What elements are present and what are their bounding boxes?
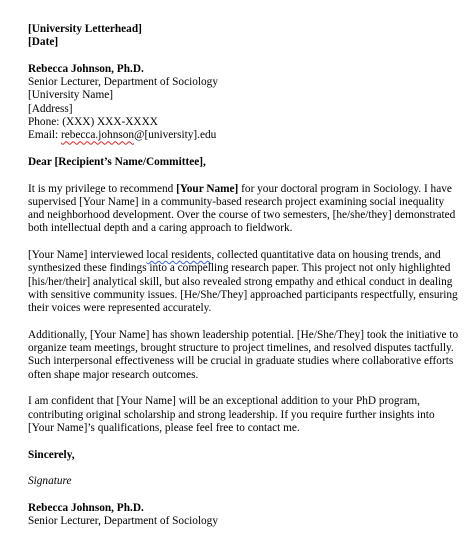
p2-flagged-phrase: local residents <box>146 249 212 262</box>
sender-email-flagged: rebecca.johnson <box>60 129 135 142</box>
sender-title: Senior Lecturer, Department of Sociology <box>28 76 218 89</box>
letterhead-date: [Date] <box>28 36 59 49</box>
closing-name: Rebecca Johnson, Ph.D. <box>28 501 144 514</box>
spacer <box>28 143 462 156</box>
p1-text-a: It is my privilege to recommend <box>28 182 177 195</box>
body-paragraph-2 <box>28 249 462 315</box>
spacer <box>28 50 462 63</box>
body-paragraph-3: Additionally, [Your Name] has shown leadership potential. [He/She/They] took the initiative to organize team meetings, brought structure to project timelines, and resolved disputes tactfully. Such interpersonal effectiveness will be crucial in graduate studies where collaborative efforts often shape major research outcomes. <box>28 328 459 381</box>
spacer <box>28 316 462 329</box>
spacer <box>28 462 462 475</box>
p2-text-b: , collected quantitative data on housing trends, and synthesized these findings into a compelling research paper. This project not only highlighted [his/her/their] analytical skill, but also revealed strong empathy and ethical conduct in dealing with sensitive community issues. [He/She/They] approached participants respectfully, ensuring their voices were represented accurately. <box>28 249 458 315</box>
closing-signature: Signature <box>28 475 72 488</box>
spacer <box>28 236 462 249</box>
p1-bold-name: [Your Name] <box>176 182 239 195</box>
p1-text-b: for your doctoral program in Sociology. I have supervised [Your Name] in a community-based research project examining social inequality and neighborhood development. Over the course of two semesters, [he/she/they] demonstrated both intellectual depth and a caring approach to fieldwork. <box>28 182 456 235</box>
sender-email-rest: @[university].edu <box>134 129 217 142</box>
p2-text-a: [Your Name] interviewed <box>28 249 147 262</box>
spacer <box>28 169 462 182</box>
sender-address: [Address] <box>28 102 73 115</box>
spacer <box>28 488 462 501</box>
closing-valediction: Sincerely, <box>28 448 75 461</box>
sender-email <box>28 129 462 142</box>
sender-name: Rebecca Johnson, Ph.D. <box>28 62 144 75</box>
closing-title: Senior Lecturer, Department of Sociology <box>28 514 218 527</box>
sender-email-prefix: Email: <box>28 129 61 142</box>
spacer <box>28 382 462 395</box>
body-paragraph-1 <box>28 183 462 236</box>
letterhead-university: [University Letterhead] <box>28 23 142 35</box>
sender-university: [University Name] <box>28 89 114 102</box>
sender-phone: Phone: (XXX) XXX-XXXX <box>28 116 158 129</box>
body-paragraph-4: I am confident that [Your Name] will be an exceptional addition to your PhD program, contributing original scholarship and strong leadership. If you require further insights into [Your Name]’s qualifications, please feel free to contact me. <box>28 395 435 434</box>
spacer <box>28 435 462 448</box>
salutation: Dear [Recipient’s Name/Committee], <box>28 155 206 168</box>
